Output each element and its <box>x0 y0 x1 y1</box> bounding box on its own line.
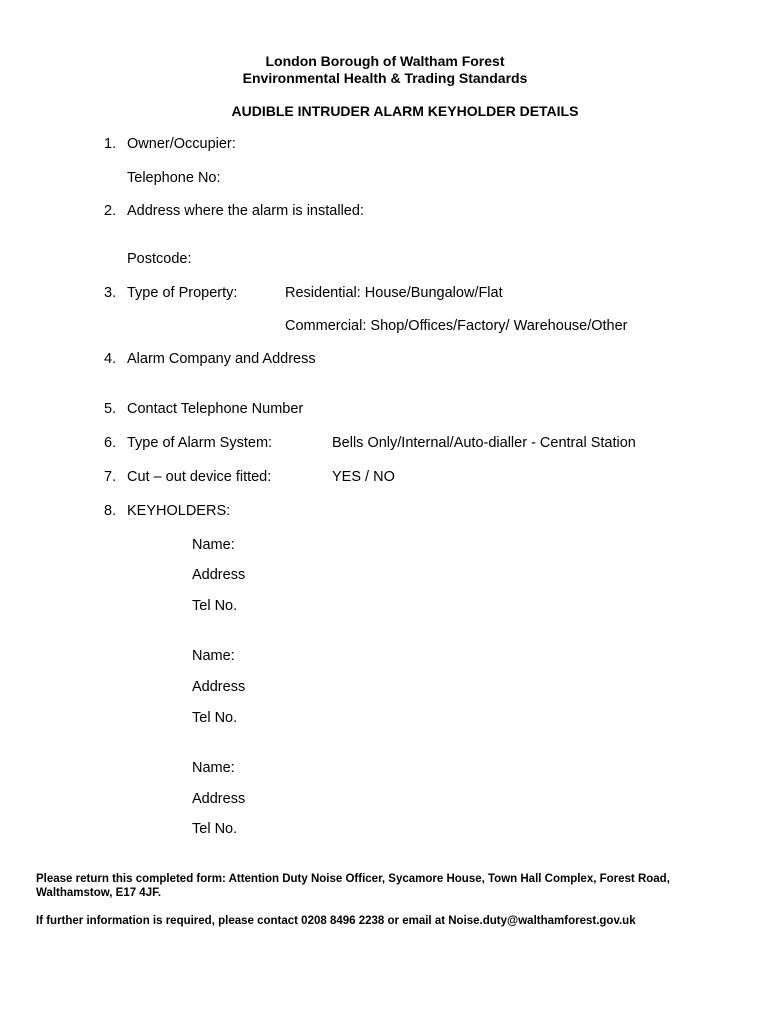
return-instructions: Please return this completed form: Attention Duty Noise Officer, Sycamore House, Town Hall Complex, Forest Road, Walthamstow, E17 4JF. <box>36 873 670 899</box>
residential-options: Residential: House/Bungalow/Flat <box>285 285 503 301</box>
item-number: 7. <box>104 469 117 485</box>
alarm-address-label: Address where the alarm is installed: <box>127 203 364 219</box>
item-number: 6. <box>104 435 117 451</box>
keyholder-address-label: Address <box>192 791 246 807</box>
cutout-options: YES / NO <box>332 469 395 485</box>
item-number: 2. <box>104 203 117 219</box>
alarm-system-options: Bells Only/Internal/Auto-dialler - Central Station <box>332 435 636 451</box>
keyholder-tel-label: Tel No. <box>192 821 238 837</box>
item-number: 3. <box>104 285 117 301</box>
council-name: London Borough of Waltham Forest <box>265 53 505 69</box>
alarm-company-label: Alarm Company and Address <box>127 351 316 367</box>
keyholder-name-label: Name: <box>192 537 235 553</box>
keyholder-tel-label: Tel No. <box>192 598 238 614</box>
commercial-options: Commercial: Shop/Offices/Factory/ Warehouse/Other <box>285 318 628 334</box>
keyholder-name-label: Name: <box>192 760 235 776</box>
property-type-label: Type of Property: <box>127 285 238 301</box>
item-number: 4. <box>104 351 117 367</box>
keyholder-address-label: Address <box>192 679 246 695</box>
keyholder-name-label: Name: <box>192 648 235 664</box>
owner-occupier-label: Owner/Occupier: <box>127 136 236 152</box>
form-title: AUDIBLE INTRUDER ALARM KEYHOLDER DETAILS <box>231 103 579 119</box>
contact-telephone-label: Contact Telephone Number <box>127 401 304 417</box>
cutout-device-label: Cut – out device fitted: <box>127 469 272 485</box>
keyholder-address-label: Address <box>192 567 246 583</box>
department-name: Environmental Health & Trading Standards <box>242 70 528 86</box>
item-number: 5. <box>104 401 117 417</box>
telephone-label: Telephone No: <box>127 170 221 186</box>
postcode-label: Postcode: <box>127 251 192 267</box>
item-number: 1. <box>104 136 117 152</box>
keyholders-label: KEYHOLDERS: <box>127 503 231 519</box>
item-number: 8. <box>104 503 117 519</box>
contact-information: If further information is required, please contact 0208 8496 2238 or email at Noise.duty@walthamforest.gov.uk <box>36 915 636 927</box>
keyholder-tel-label: Tel No. <box>192 710 238 726</box>
alarm-system-label: Type of Alarm System: <box>127 435 273 451</box>
